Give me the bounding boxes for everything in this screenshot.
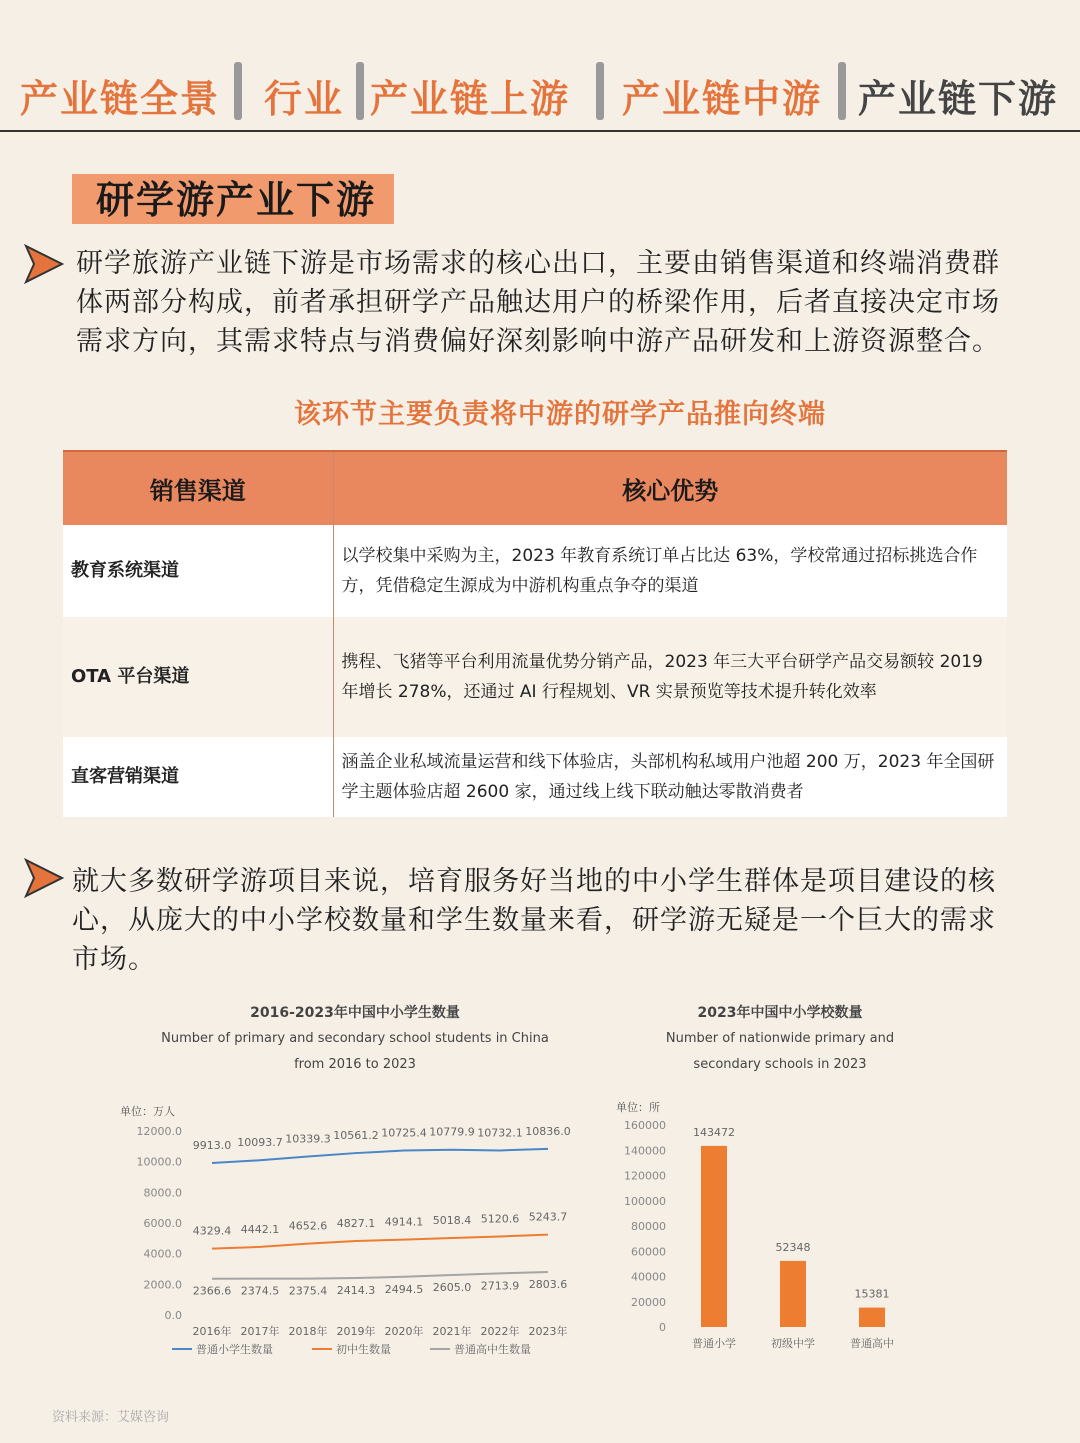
nav-item-industry[interactable]: 行业 (264, 77, 345, 121)
y-tick-label: 0 (659, 1321, 666, 1334)
x-tick-label: 初级中学 (771, 1337, 815, 1350)
series-line-1 (212, 1235, 548, 1249)
y-tick-label: 80000 (631, 1220, 666, 1233)
y-tick-label: 0.0 (164, 1309, 182, 1322)
data-label: 2605.0 (432, 1281, 472, 1295)
x-tick-label: 2019年 (336, 1325, 376, 1338)
y-tick-label: 10000.0 (136, 1155, 182, 1169)
bar (701, 1146, 727, 1327)
y-tick-label: 140000 (624, 1144, 666, 1158)
data-label: 10561.2 (333, 1129, 379, 1143)
bar-chart-subtitle: Number of nationwide primary and secondary schools in 2023 (665, 1031, 895, 1072)
nav-separator (838, 62, 846, 120)
data-label: 52348 (775, 1240, 811, 1254)
student-count-line-chart (100, 1095, 590, 1365)
nav-separator (234, 62, 242, 120)
intro-paragraph: 研学旅游产业链下游是市场需求的核心出口，主要由销售渠道和终端消费群体两部分构成，前者承担研学产品触达用户的桥梁作用，后者直接决定市场需求方向，其需求特点与消费偏好深刻影响中游产品研发和上游资源整合。 (76, 248, 1000, 357)
y-tick-label: 160000 (624, 1119, 666, 1132)
data-label: 5018.4 (432, 1214, 472, 1228)
series-line-2 (212, 1272, 548, 1279)
data-label: 2375.4 (288, 1284, 328, 1298)
data-label: 4652.6 (288, 1219, 328, 1233)
nav-item-downstream[interactable]: 产业链下游 (858, 77, 1059, 121)
data-label: 4914.1 (384, 1215, 424, 1229)
y-tick-label: 12000.0 (136, 1125, 182, 1138)
nav-item-midstream[interactable]: 产业链中游 (622, 77, 823, 121)
table-header-channel: 销售渠道 (63, 451, 333, 525)
sales-channel-table (63, 450, 1007, 817)
school-count-bar-chart (600, 1095, 920, 1365)
chevron-right-icon (24, 858, 64, 898)
data-label: 4827.1 (336, 1216, 376, 1230)
x-tick-label: 2022年 (480, 1325, 520, 1338)
x-tick-label: 普通小学 (692, 1337, 736, 1350)
y-tick-label: 2000.0 (143, 1278, 182, 1292)
legend-label: 普通小学生数量 (196, 1343, 273, 1356)
data-label: 10093.7 (237, 1136, 283, 1150)
data-label: 10779.9 (429, 1125, 475, 1139)
table-row (63, 525, 1007, 617)
series-line-0 (212, 1149, 548, 1163)
chevron-right-icon (24, 244, 64, 284)
section-title: 研学游产业下游 (72, 174, 394, 224)
bar (780, 1261, 806, 1327)
data-label: 5120.6 (480, 1212, 520, 1226)
y-tick-label: 20000 (631, 1295, 666, 1309)
data-label: 4442.1 (240, 1222, 280, 1236)
data-label: 143472 (693, 1125, 735, 1139)
source-note: 资料来源：艾媒咨询 (52, 1410, 170, 1425)
line-chart-subtitle: Number of primary and secondary school students in China from 2016 to 2023 (161, 1031, 549, 1072)
channel-advantage: 涵盖企业私域流量运营和线下体验店，头部机构私域用户池超 200 万，2023 年全国研学主题体验店超 2600 家，通过线上线下联动触达零散消费者 (333, 737, 1007, 817)
channel-name: 教育系统渠道 (63, 525, 333, 617)
bar (859, 1308, 885, 1327)
y-tick-label: 8000.0 (143, 1186, 182, 1200)
category-nav (0, 58, 1080, 132)
y-tick-label: 40000 (631, 1270, 666, 1284)
data-label: 10836.0 (525, 1124, 571, 1138)
y-tick-label: 60000 (631, 1245, 666, 1259)
table-row (63, 617, 1007, 737)
data-label: 5243.7 (528, 1210, 568, 1224)
data-label: 2713.9 (480, 1279, 520, 1293)
data-label: 9913.0 (192, 1139, 232, 1153)
nav-separator (596, 62, 604, 120)
data-label: 15381 (854, 1287, 890, 1301)
data-label: 10732.1 (477, 1126, 523, 1140)
data-label: 2374.5 (240, 1284, 280, 1298)
x-tick-label: 2021年 (432, 1325, 472, 1338)
table-header-advantage: 核心优势 (333, 451, 1007, 525)
nav-item-upstream[interactable]: 产业链上游 (370, 77, 571, 121)
x-tick-label: 2017年 (240, 1325, 280, 1338)
y-tick-label: 120000 (624, 1169, 666, 1183)
table-row (63, 737, 1007, 817)
data-label: 10339.3 (285, 1132, 331, 1146)
data-label: 4329.4 (192, 1224, 232, 1238)
data-label: 2494.5 (384, 1282, 424, 1296)
y-tick-label: 100000 (624, 1194, 666, 1208)
bar-chart-title: 2023年中国中小学校数量 (697, 1005, 863, 1021)
unit-label: 单位：所 (616, 1101, 660, 1114)
channel-name: OTA 平台渠道 (63, 617, 333, 737)
x-tick-label: 2016年 (192, 1325, 232, 1338)
data-label: 2803.6 (528, 1278, 568, 1292)
legend-label: 初中生数量 (336, 1343, 391, 1356)
unit-label: 单位：万人 (120, 1105, 175, 1118)
x-tick-label: 2018年 (288, 1325, 328, 1338)
x-tick-label: 2023年 (528, 1325, 568, 1338)
channel-advantage: 携程、飞猪等平台利用流量优势分销产品，2023 年三大平台研学产品交易额较 2019 年增长 278%，还通过 AI 行程规划、VR 实景预览等技术提升转化效率 (333, 617, 1007, 737)
data-label: 2366.6 (192, 1284, 232, 1298)
nav-separator (356, 62, 364, 120)
channel-name: 直客营销渠道 (63, 737, 333, 817)
data-label: 10725.4 (381, 1126, 427, 1140)
market-paragraph: 就大多数研学游项目来说，培育服务好当地的中小学生群体是项目建设的核心，从庞大的中小学校数量和学生数量来看，研学游无疑是一个巨大的需求市场。 (72, 866, 996, 975)
y-tick-label: 6000.0 (143, 1217, 182, 1230)
highlight-text: 该环节主要负责将中游的研学产品推向终端 (294, 399, 826, 430)
y-tick-label: 4000.0 (143, 1247, 182, 1261)
data-label: 2414.3 (336, 1283, 376, 1297)
channel-advantage: 以学校集中采购为主，2023 年教育系统订单占比达 63%，学校常通过招标挑选合作方，凭借稳定生源成为中游机构重点争夺的渠道 (333, 525, 1007, 617)
line-chart-title: 2016-2023年中国中小学生数量 (250, 1005, 460, 1021)
legend-label: 普通高中生数量 (454, 1343, 531, 1356)
x-tick-label: 普通高中 (850, 1337, 894, 1350)
nav-item-overview[interactable]: 产业链全景 (20, 77, 221, 121)
x-tick-label: 2020年 (384, 1325, 424, 1338)
